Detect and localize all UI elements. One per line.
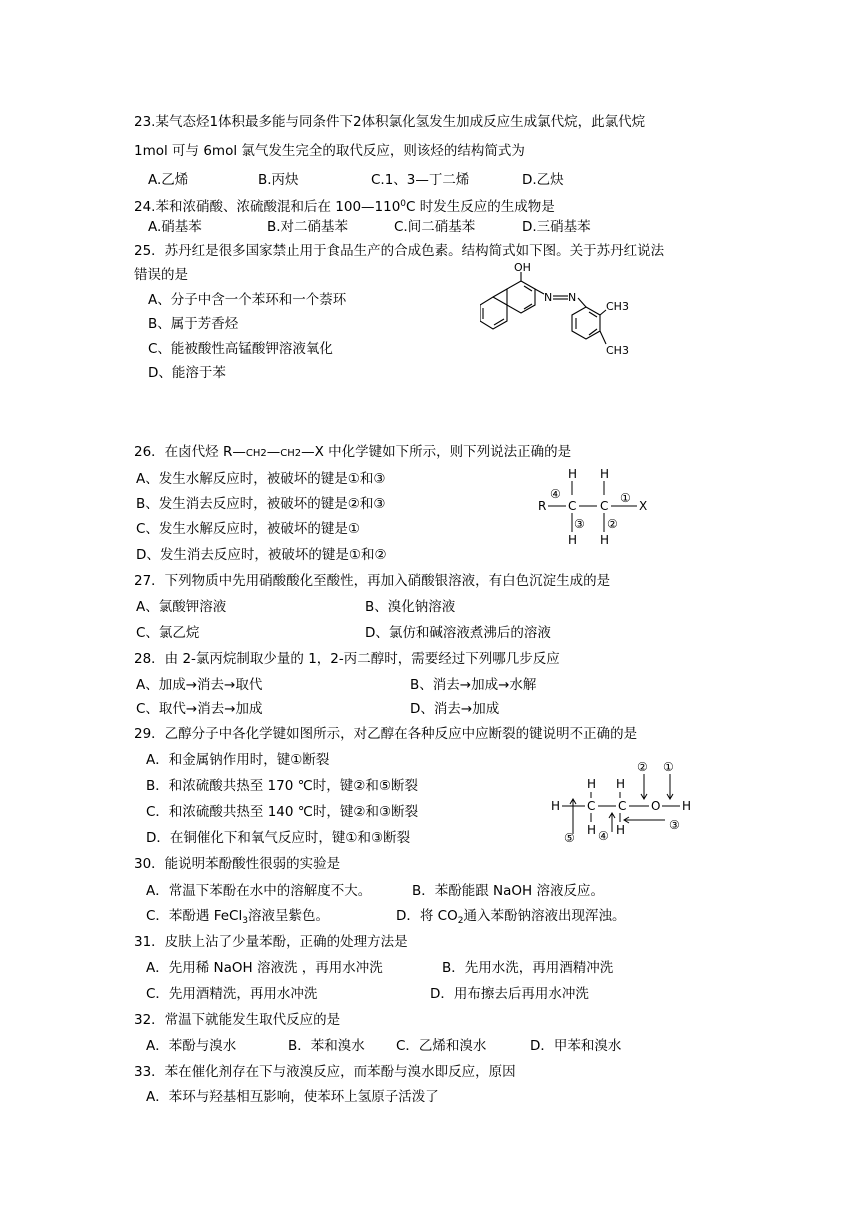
q23-option-b: B.丙炔	[258, 172, 299, 188]
q25-fig-n2: N	[568, 291, 577, 304]
q30-d-pre: D．将 CO	[396, 908, 458, 924]
q24-option-d: D.三硝基苯	[522, 219, 591, 235]
fig29-h-top2: H	[616, 777, 626, 791]
q30-option-d	[396, 907, 625, 930]
q23-stem-line2: 1mol 可与 6mol 氯气发生完全的取代反应，则该烃的结构简式为	[134, 143, 525, 159]
fig29-c2: C	[618, 799, 627, 813]
q27-option-b: B、溴化钠溶液	[365, 599, 456, 615]
q24-option-a: A.硝基苯	[148, 219, 202, 235]
q30-c-pre: C．苯酚遇 FeCl	[146, 908, 243, 924]
q32-stem: 32．常温下就能发生取代反应的是	[134, 1012, 341, 1028]
q27-option-a: A、氯酸钾溶液	[136, 599, 227, 615]
q32-option-c: C．乙烯和溴水	[396, 1038, 487, 1054]
q25-fig-ch3-top: CH3	[606, 300, 629, 313]
q25-option-a: A、分子中含一个苯环和一个萘环	[148, 292, 347, 308]
q28-stem: 28．由 2-氯丙烷制取少量的 1，2-丙二醇时，需要经过下列哪几步反应	[134, 651, 560, 667]
fig26-bond1: ①	[620, 491, 631, 505]
q29-option-a: A．和金属钠作用时，键①断裂	[146, 752, 330, 768]
q24-stem	[134, 195, 555, 216]
q31-option-c: C．先用酒精洗，再用水冲洗	[146, 986, 318, 1002]
q25-option-b: B、属于芳香烃	[148, 316, 239, 332]
q28-option-c: C、取代→消去→加成	[136, 701, 263, 717]
fig29-bond2: ②	[637, 760, 648, 774]
fig29-o: O	[651, 799, 661, 813]
q25-stem-line2: 错误的是	[134, 267, 188, 283]
q24-stem-sup: 0	[400, 199, 407, 209]
q28-option-a: A、加成→消去→取代	[136, 677, 263, 693]
q27-stem: 27．下列物质中先用硝酸酸化至酸性，再加入硝酸银溶液，有白色沉淀生成的是	[134, 573, 611, 589]
q30-c-post: 溶液呈紫色。	[247, 908, 329, 924]
q25-fig-n1: N	[544, 291, 553, 304]
fig29-bond1: ①	[663, 760, 674, 774]
q26-stem-post: —X 中化学键如下所示，则下列说法正确的是	[301, 444, 572, 460]
q24-option-b: B.对二硝基苯	[267, 219, 349, 235]
q25-option-c: C、能被酸性高锰酸钾溶液氧化	[148, 341, 333, 357]
q26-option-b: B、发生消去反应时，被破坏的键是②和③	[136, 496, 386, 512]
q23-option-a: A.乙烯	[148, 172, 189, 188]
fig26-c1: C	[568, 499, 577, 513]
sudan-red-structure	[480, 258, 640, 370]
q31-option-a: A．先用稀 NaOH 溶液洗 ，再用水冲洗	[146, 960, 383, 976]
fig29-h-bot2: H	[616, 823, 626, 837]
q32-option-b: B．苯和溴水	[288, 1038, 365, 1054]
haloalkane-bond-diagram	[530, 462, 660, 548]
q33-option-a: A．苯环与羟基相互影响，使苯环上氢原子活泼了	[146, 1089, 439, 1105]
q23-stem-line1: 23.某气态烃1体积最多能与同条件下2体积氯化氢发生加成反应生成氯代烷，此氯代烷	[134, 114, 646, 130]
q25-stem-line1: 25．苏丹红是很多国家禁止用于食品生产的合成色素。结构简式如下图。关于苏丹红说法	[134, 243, 665, 259]
fig29-bond3: ③	[669, 818, 680, 832]
q26-ch2-2: CH2	[280, 448, 302, 459]
fig26-c2: C	[600, 499, 609, 513]
q31-option-d: D．用布擦去后再用水冲洗	[430, 986, 589, 1002]
q30-d-post: 通入苯酚钠溶液出现浑浊。	[463, 908, 626, 924]
q33-stem: 33．苯在催化剂存在下与液溴反应，而苯酚与溴水即反应，原因	[134, 1064, 516, 1080]
q29-option-b: B．和浓硫酸共热至 170 ℃时，键②和⑤断裂	[146, 778, 418, 794]
fig26-r: R	[538, 499, 547, 513]
fig29-h-left: H	[551, 799, 561, 813]
fig26-h3: H	[568, 533, 578, 547]
q30-option-a: A．常温下苯酚在水中的溶解度不大。	[146, 883, 372, 899]
q29-option-d: D．在铜催化下和氧气反应时，键①和③断裂	[146, 830, 411, 846]
q30-d-sub: 2	[457, 916, 464, 926]
q28-option-d: D、消去→加成	[410, 701, 500, 717]
fig29-h-bot1: H	[587, 823, 597, 837]
q24-stem-post: C 时发生反应的生成物是	[406, 199, 555, 215]
fig26-h4: H	[600, 533, 610, 547]
fig26-bond2: ②	[607, 517, 618, 531]
q31-stem: 31．皮肤上沾了少量苯酚，正确的处理方法是	[134, 934, 408, 950]
q24-option-c: C.间二硝基苯	[394, 219, 476, 235]
fig26-bond3: ③	[574, 517, 585, 531]
fig29-bond4: ④	[598, 829, 609, 843]
q26-ch2-1: CH2	[245, 448, 267, 459]
fig26-h2: H	[600, 467, 610, 481]
q25-fig-ch3-bottom: CH3	[606, 344, 629, 357]
q27-option-d: D、氯仿和碱溶液煮沸后的溶液	[365, 625, 551, 641]
q23-option-d: D.乙炔	[522, 172, 564, 188]
fig29-c1: C	[587, 799, 596, 813]
q26-stem-pre: 26．在卤代烃 R—	[134, 444, 246, 460]
q25-fig-oh: OH	[514, 261, 531, 274]
q31-option-b: B．先用水洗，再用酒精冲洗	[442, 960, 614, 976]
q30-c-sub: 3	[242, 916, 248, 926]
q30-stem: 30．能说明苯酚酸性很弱的实验是	[134, 856, 341, 872]
fig26-bond4: ④	[550, 487, 561, 501]
fig29-bond5: ⑤	[564, 831, 575, 845]
q26-option-d: D、发生消去反应时，被破坏的键是①和②	[136, 547, 387, 563]
fig26-x: X	[639, 499, 648, 513]
q27-option-c: C、氯乙烷	[136, 625, 200, 641]
fig26-h1: H	[568, 467, 578, 481]
q25-option-d: D、能溶于苯	[148, 365, 226, 381]
q26-option-c: C、发生水解反应时，被破坏的键是①	[136, 521, 361, 537]
q26-dash: —	[266, 444, 281, 460]
q28-option-b: B、消去→加成→水解	[410, 677, 537, 693]
q30-option-b: B．苯酚能跟 NaOH 溶液反应。	[412, 883, 604, 899]
q29-stem: 29．乙醇分子中各化学键如图所示，对乙醇在各种反应中应断裂的键说明不正确的是	[134, 726, 638, 742]
q30-option-c	[146, 907, 329, 930]
q32-option-d: D．甲苯和溴水	[530, 1038, 622, 1054]
q26-stem	[134, 443, 571, 463]
q26-option-a: A、发生水解反应时，被破坏的键是①和③	[136, 471, 386, 487]
q29-option-c: C．和浓硫酸共热至 140 ℃时，键②和③断裂	[146, 804, 419, 820]
ethanol-bond-diagram	[545, 754, 700, 846]
fig29-h-top1: H	[587, 777, 597, 791]
fig29-h-right: H	[682, 799, 692, 813]
q24-stem-pre: 24.苯和浓硝酸、浓硫酸混和后在 100—110	[134, 199, 401, 215]
q23-option-c: C.1、3—丁二烯	[371, 172, 470, 188]
q32-option-a: A．苯酚与溴水	[146, 1038, 237, 1054]
